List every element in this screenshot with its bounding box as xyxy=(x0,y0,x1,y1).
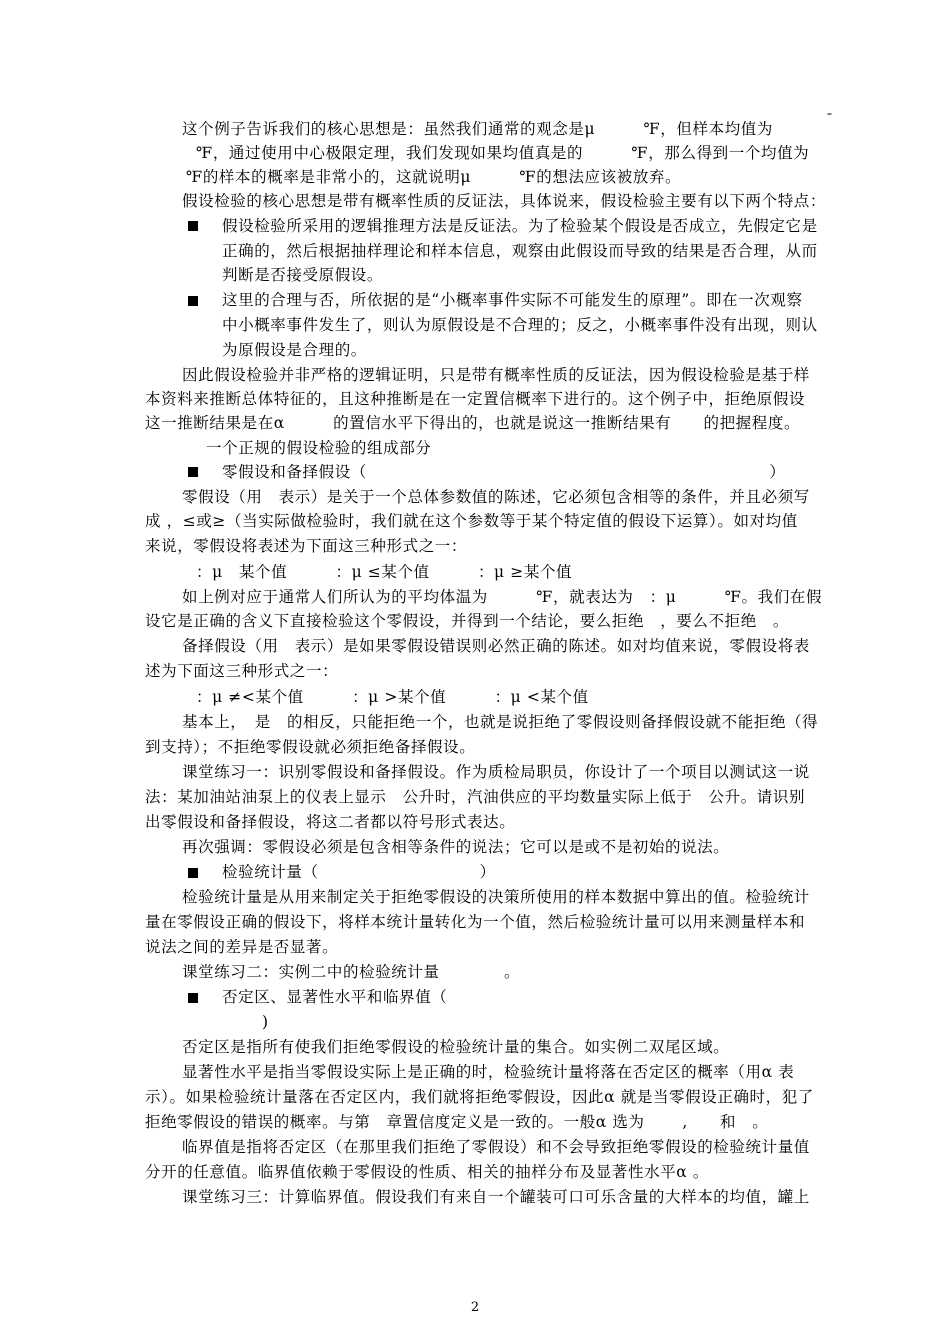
text-line: 临界值是指将否定区（在那里我们拒绝了零假设）和不会导致拒绝零假设的检验统计量值 xyxy=(182,1138,810,1156)
text-line: 基本上， 是 的相反，只能拒绝一个，也就是说拒绝了零假设则备择假设就不能拒绝（得 xyxy=(182,713,819,731)
text-line: 法：某加油站油泵上的仪表上显示 公升时，汽油供应的平均数量实际上低于 公升。请识别 xyxy=(145,788,806,806)
text-line: 量在零假设正确的假设下，将样本统计量转化为一个值，然后检验统计量可以用来测量样本和 xyxy=(145,913,806,931)
text-line: ) xyxy=(262,1013,269,1031)
text-line: 说法之间的差异是否显著。 xyxy=(145,938,339,956)
text-line: 分开的任意值。临界值依赖于零假设的性质、相关的抽样分布及显著性水平α 。 xyxy=(145,1163,709,1181)
black-square-bullet-icon xyxy=(188,467,198,477)
subsection-heading: 否定区、显著性水平和临界值（ xyxy=(222,988,448,1006)
text-line: 否定区是指所有使我们拒绝零假设的检验统计量的集合。如实例二双尾区域。 xyxy=(182,1038,730,1056)
text-line: 到支持）；不拒绝零假设就必须拒绝备择假设。 xyxy=(145,738,476,756)
subsection-heading: 检验统计量（ ） xyxy=(222,863,496,881)
text-line: 课堂练习二：实例二中的检验统计量 。 xyxy=(182,963,521,981)
black-square-bullet-icon xyxy=(188,868,198,878)
black-square-bullet-icon xyxy=(188,993,198,1003)
subsection-heading: 零假设和备择假设（ ） xyxy=(222,463,786,481)
text-line: 本资料来推断总体特征的，且这种推断是在一定置信概率下进行的。这个例子中，拒绝原假设 xyxy=(145,390,806,408)
text-line: 假设检验所采用的逻辑推理方法是反证法。为了检验某个假设是否成立，先假定它是 xyxy=(222,217,818,235)
text-line: 为原假设是合理的。 xyxy=(222,341,367,359)
text-line: 零假设（用 表示）是关于一个总体参数值的陈述，它必须包含相等的条件，并且必须写 xyxy=(182,488,810,506)
page-number: 2 xyxy=(470,1300,480,1315)
macron-mark: ¯ xyxy=(826,112,833,128)
text-line: 因此假设检验并非严格的逻辑证明，只是带有概率性质的反证法，因为假设检验是基于样 xyxy=(182,366,810,384)
black-square-bullet-icon xyxy=(188,296,198,306)
text-line: 检验统计量是从用来制定关于拒绝零假设的决策所使用的样本数据中算出的值。检验统计 xyxy=(182,888,810,906)
text-line: 如上例对应于通常人们所认为的平均体温为 ℉，就表达为 ：μ ℉。我们在假 xyxy=(182,588,823,606)
text-line: 这一推断结果是在α 的置信水平下得出的，也就是说这一推断结果有 的把握程度。 xyxy=(145,414,801,432)
text-line: 出零假设和备择假设，将这二者都以符号形式表达。 xyxy=(145,813,516,831)
text-line: 这里的合理与否，所依据的是“小概率事件实际不可能发生的原理”。即在一次观察 xyxy=(222,291,803,309)
text-line: 假设检验的核心思想是带有概率性质的反证法，具体说来，假设检验主要有以下两个特点： xyxy=(182,192,827,210)
text-line: 成 ，≤或≥（当实际做检验时，我们就在这个参数等于某个特定值的假设下运算）。如对均值 xyxy=(145,512,798,530)
formula-line: ：μ 某个值 ：μ ≤某个值 ：μ ≥某个值 xyxy=(196,563,573,581)
text-line: 示）。如果检验统计量落在否定区内，我们就将拒绝零假设，因此α 就是当零假设正确时，犯了 xyxy=(145,1088,814,1106)
text-line: 这个例子告诉我们的核心思想是：虽然我们通常的观念是μ ℉，但样本均值为 xyxy=(182,120,774,138)
formula-line: ：μ ≠<某个值 ：μ >某个值 ：μ <某个值 xyxy=(196,688,589,706)
section-heading: 一个正规的假设检验的组成部分 xyxy=(206,439,432,457)
text-line: 拒绝零假设的错误的概率。与第 章置信度定义是一致的。一般α 选为 , 和 。 xyxy=(145,1113,769,1131)
text-line: 中小概率事件发生了，则认为原假设是不合理的；反之，小概率事件没有出现，则认 xyxy=(222,316,818,334)
text-line: 课堂练习一：识别零假设和备择假设。作为质检局职员，你设计了一个项目以测试这一说 xyxy=(182,763,810,781)
text-line: ℉，通过使用中心极限定理，我们发现如果均值真是的 ℉，那么得到一个均值为 xyxy=(196,144,810,162)
black-square-bullet-icon xyxy=(188,221,198,231)
text-line: 再次强调：零假设必须是包含相等条件的说法；它可以是或不是初始的说法。 xyxy=(182,838,730,856)
text-line: 来说，零假设将表述为下面这三种形式之一： xyxy=(145,537,468,555)
text-line: 显著性水平是指当零假设实际上是正确的时，检验统计量将落在否定区的概率（用α 表 xyxy=(182,1063,795,1081)
text-line: 判断是否接受原假设。 xyxy=(222,266,384,284)
text-line: 述为下面这三种形式之一： xyxy=(145,662,339,680)
text-line: ℉的样本的概率是非常小的，这就说明μ ℉的想法应该被放弃。 xyxy=(186,168,682,186)
text-line: 课堂练习三：计算临界值。假设我们有来自一个罐装可口可乐含量的大样本的均值，罐上 xyxy=(182,1188,810,1206)
text-line: 设它是正确的含义下直接检验这个零假设，并得到一个结论，要么拒绝 ，要么不拒绝 。 xyxy=(145,612,790,630)
text-line: 备择假设（用 表示）是如果零假设错误则必然正确的陈述。如对均值来说，零假设将表 xyxy=(182,637,810,655)
text-line: 正确的，然后根据抽样理论和样本信息，观察由此假设而导致的结果是否合理，从而 xyxy=(222,242,818,260)
